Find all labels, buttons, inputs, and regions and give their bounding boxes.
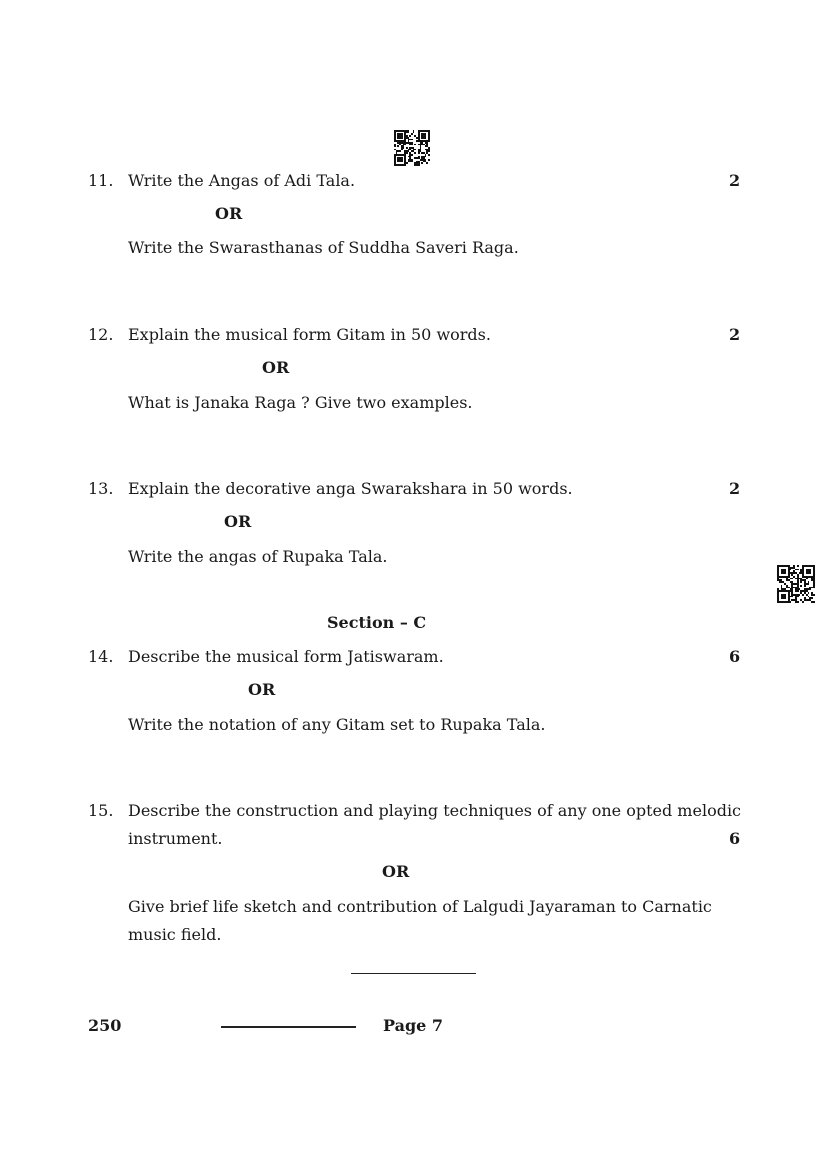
question-11-alternative: Write the Swarasthanas of Suddha Saveri Raga. xyxy=(128,238,519,257)
qr-module xyxy=(813,601,815,603)
question-14-alternative: Write the notation of any Gitam set to Rupaka Tala. xyxy=(128,715,546,734)
question-15-or: OR xyxy=(382,862,410,881)
qr-module xyxy=(428,164,430,166)
question-13-text: Explain the decorative anga Swarakshara in 50 words. xyxy=(128,479,573,498)
question-13-alternative: Write the angas of Rupaka Tala. xyxy=(128,547,388,566)
question-15-text-line2: instrument. xyxy=(128,829,223,848)
question-14-number: 14. xyxy=(88,647,114,666)
question-12-or: OR xyxy=(262,358,290,377)
qr-code-side xyxy=(777,565,815,603)
question-11-or: OR xyxy=(215,204,243,223)
question-15-number: 15. xyxy=(88,801,114,820)
question-15-alternative-line2: music field. xyxy=(128,925,222,944)
question-14-or: OR xyxy=(248,680,276,699)
question-15-alternative-line1: Give brief life sketch and contribution of Lalgudi Jayaraman to Carnatic xyxy=(128,897,712,916)
question-13-marks: 2 xyxy=(729,479,741,498)
end-divider xyxy=(351,973,476,974)
question-12-marks: 2 xyxy=(729,325,741,344)
question-11-marks: 2 xyxy=(729,171,741,190)
page-number: Page 7 xyxy=(383,1016,444,1035)
question-12-alternative: What is Janaka Raga ? Give two examples. xyxy=(128,393,473,412)
question-11-text: Write the Angas of Adi Tala. xyxy=(128,171,356,190)
question-12-text: Explain the musical form Gitam in 50 words. xyxy=(128,325,491,344)
paper-code: 250 xyxy=(88,1016,122,1035)
question-13-or: OR xyxy=(224,512,252,531)
question-15-text-line1: Describe the construction and playing techniques of any one opted melodic xyxy=(128,801,742,820)
question-14-marks: 6 xyxy=(729,647,741,666)
question-13-number: 13. xyxy=(88,479,114,498)
qr-code-top xyxy=(394,130,430,166)
question-14-text: Describe the musical form Jatiswaram. xyxy=(128,647,444,666)
question-12-number: 12. xyxy=(88,325,114,344)
question-15-marks: 6 xyxy=(729,829,741,848)
question-11-number: 11. xyxy=(88,171,114,190)
section-heading: Section – C xyxy=(327,613,427,632)
footer-divider xyxy=(221,1026,356,1028)
